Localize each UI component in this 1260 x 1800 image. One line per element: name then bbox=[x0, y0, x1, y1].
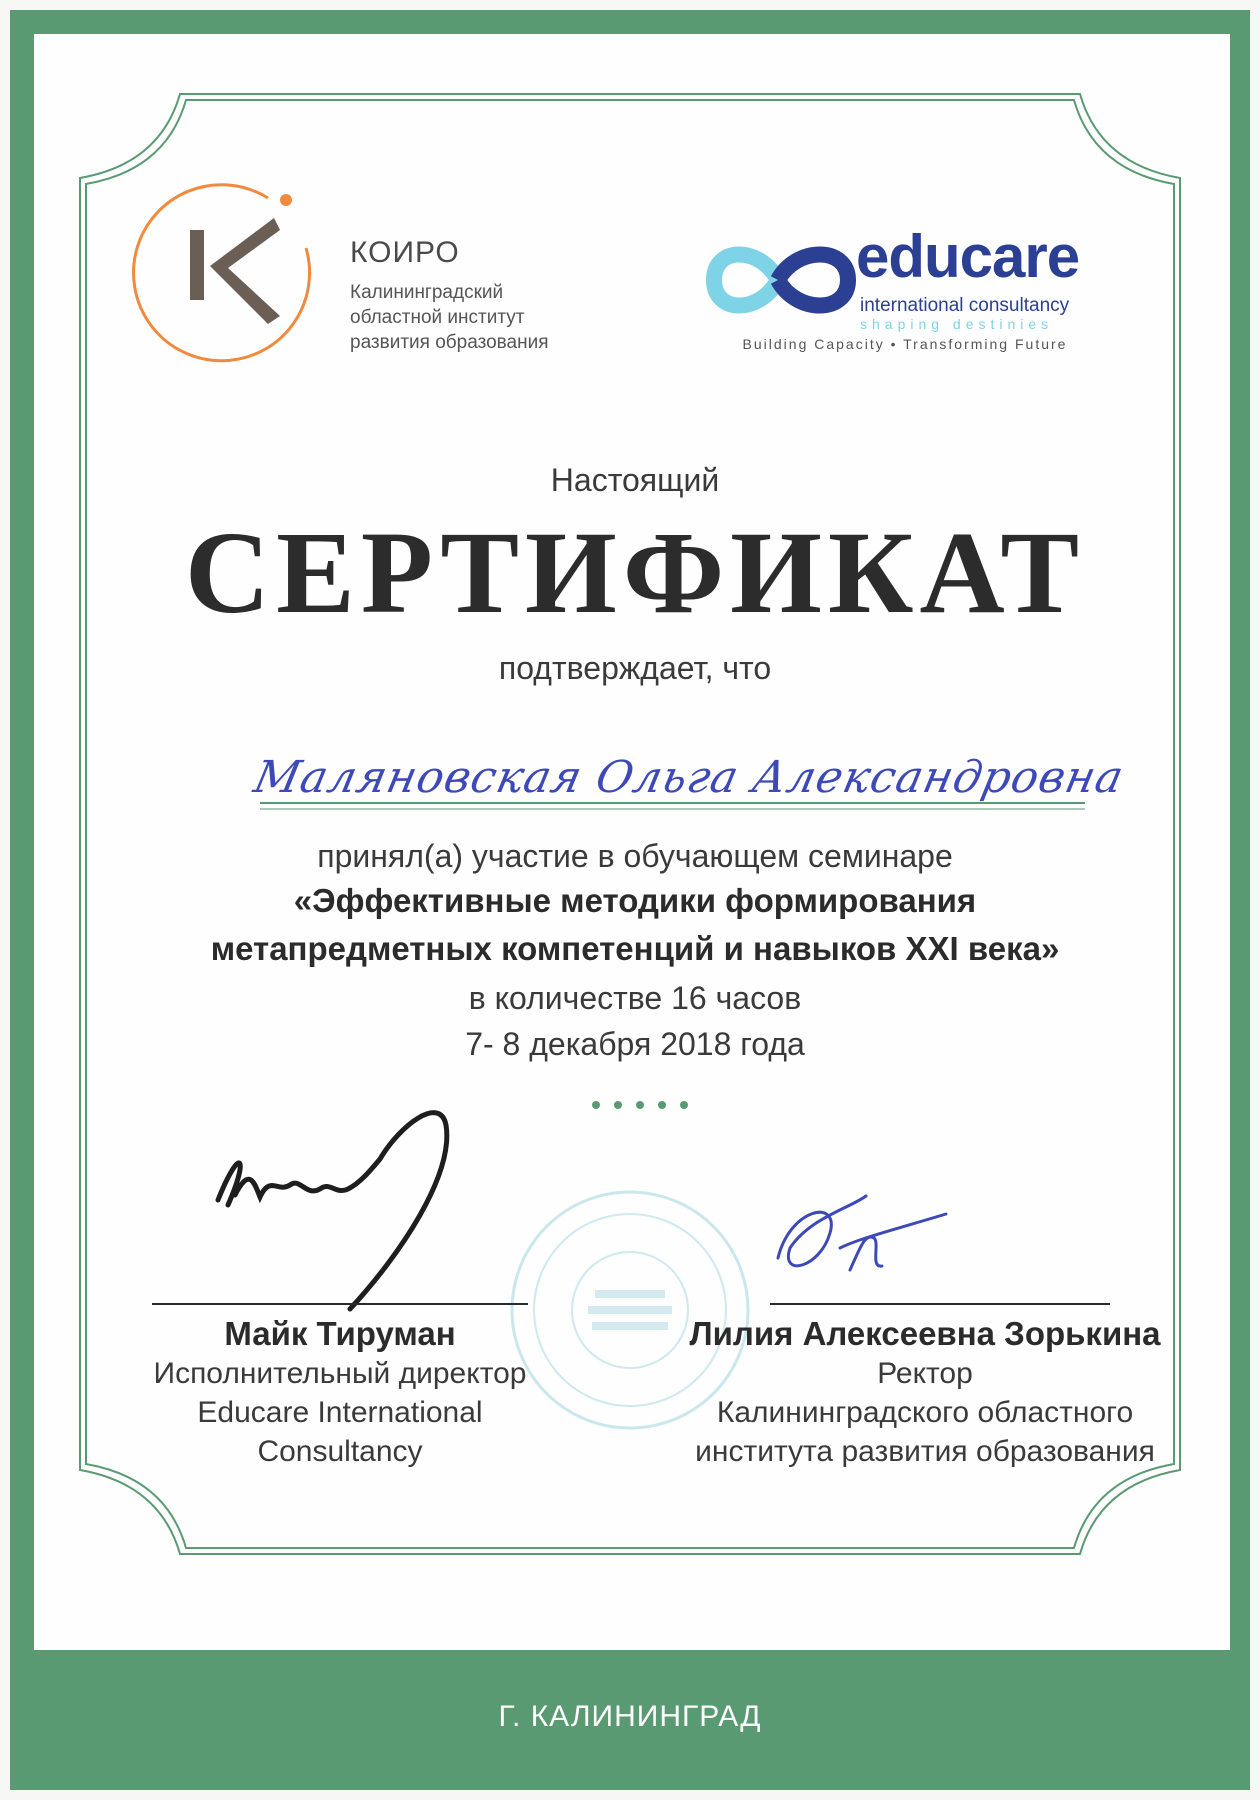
left-signatory bbox=[110, 1314, 570, 1471]
decorative-dots bbox=[590, 1098, 690, 1112]
left-signatory-role-line: Educare International bbox=[197, 1396, 483, 1429]
educare-name: educare bbox=[856, 223, 1080, 290]
seminar-dates: 7- 8 декабря 2018 года bbox=[465, 1026, 805, 1062]
footer-city: Г. КАЛИНИНГРАД bbox=[498, 1700, 762, 1733]
participation-text: принял(а) участие в обучающем семинаре bbox=[317, 838, 953, 874]
koiro-name: КОИРО bbox=[350, 236, 460, 269]
seminar-title-line-2: метапредметных компетенций и навыков XXI века» bbox=[210, 930, 1060, 967]
seminar-title-line-1: «Эффективные методики формирования bbox=[293, 882, 977, 919]
educare-subtitle: international consultancy bbox=[860, 295, 1070, 316]
right-signatory-name: Лилия Алексеевна Зорькина bbox=[689, 1315, 1161, 1352]
koiro-subtitle-line: Калининградский bbox=[350, 282, 504, 303]
left-signatory-role-line: Исполнительный директор bbox=[153, 1357, 527, 1390]
right-signature-line bbox=[770, 1303, 1110, 1305]
left-signatory-role-line: Consultancy bbox=[257, 1435, 423, 1468]
left-signatory-name: Майк Тируман bbox=[224, 1315, 456, 1352]
recipient-name-handwritten: Маляновская Ольга Александровна bbox=[249, 752, 1129, 803]
koiro-subtitle-line: областной институт bbox=[350, 307, 525, 328]
right-signature-scribble bbox=[770, 1178, 950, 1288]
seminar-hours: в количестве 16 часов bbox=[468, 980, 802, 1016]
right-signatory bbox=[665, 1314, 1185, 1471]
left-signature-scribble bbox=[210, 1085, 460, 1315]
right-signatory-role-line: Калининградского областного bbox=[716, 1396, 1134, 1429]
certificate-confirms: подтверждает, что bbox=[498, 650, 772, 686]
educare-slogan: Building Capacity • Transforming Future bbox=[742, 336, 1068, 352]
left-signature-line bbox=[152, 1303, 528, 1305]
right-signatory-role-line: института развития образования bbox=[695, 1435, 1155, 1468]
right-signatory-role-line: Ректор bbox=[877, 1357, 973, 1390]
certificate-intro: Настоящий bbox=[550, 462, 720, 498]
educare-tagline: shaping destinies bbox=[860, 316, 1054, 332]
koiro-subtitle-line: развития образования bbox=[350, 332, 549, 353]
certificate-title: СЕРТИФИКАТ bbox=[184, 507, 1086, 638]
